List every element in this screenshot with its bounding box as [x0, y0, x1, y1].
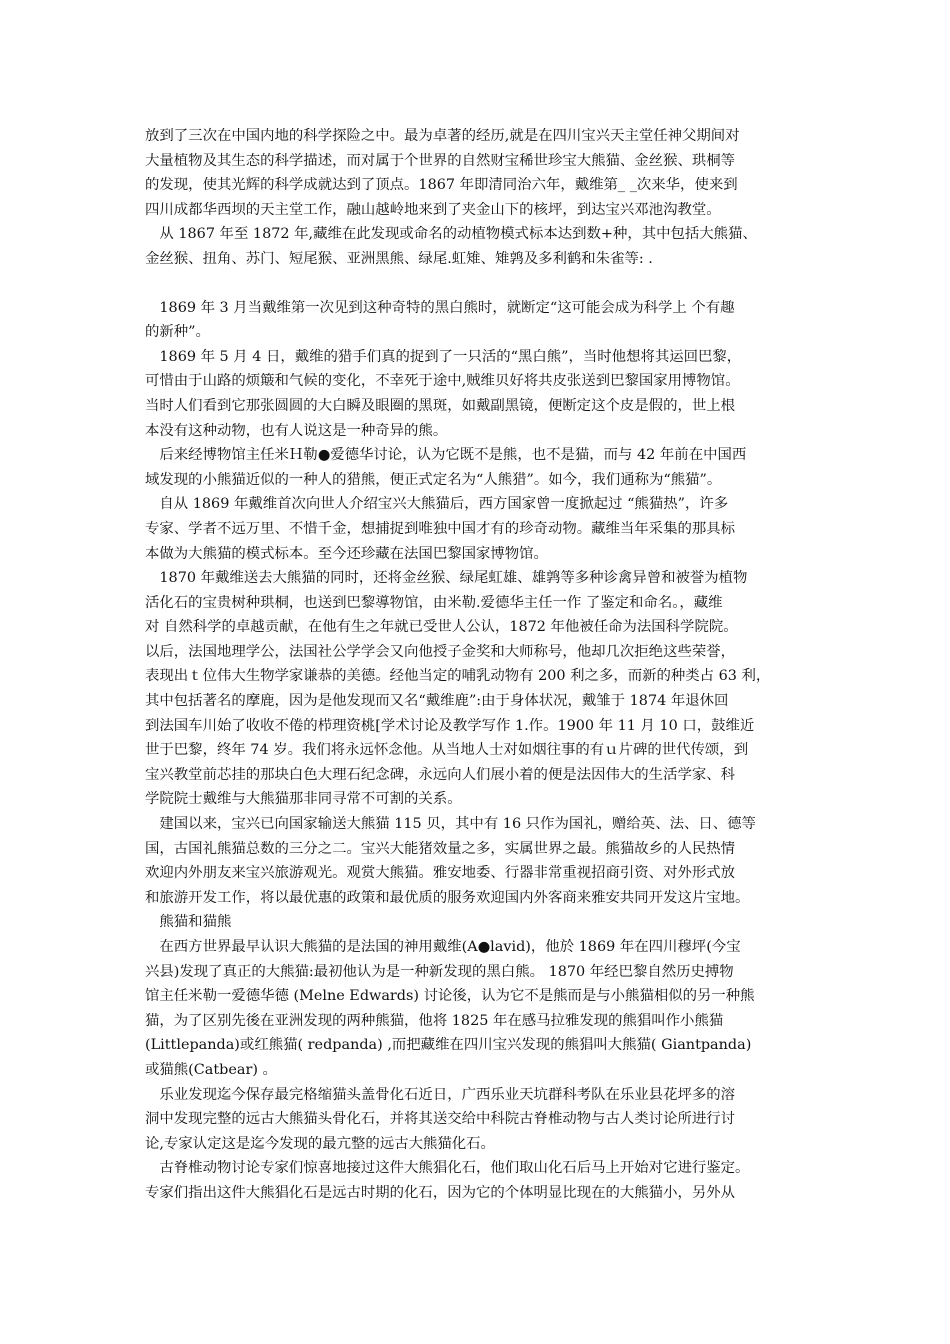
text-line: 活化石的宝贵树种珙桐，也送到巴黎導物馆，由米勒.爱德华主任一作 了鉴定和命名。，藏维: [145, 594, 723, 611]
document-body: [145, 124, 815, 1206]
text-line: 建国以来，宝兴已向国家输送大熊猫 115 贝，其中有 16 只作为国礼，赠给英、法、日、德等: [145, 816, 756, 833]
text-line: 金丝猴、扭角、苏门、短尾猴、亚洲黑熊、绿尾.虹雉、雉鹑及多利鹤和朱雀等: .: [145, 250, 653, 267]
paragraph-block-1: [145, 124, 815, 272]
paragraph-gap: [145, 272, 815, 296]
text-line: 猫，为了区别先後在亚洲发现的两种熊猫，他将 1825 年在感马拉雅发现的熊猖叫作小熊猫: [145, 1012, 724, 1029]
text-line: (Littlepanda)或红熊猫( redpanda) ,而把藏维在四川宝兴发现的熊猖叫大熊猫( Giantpanda): [145, 1037, 752, 1054]
text-line: 国，古国礼熊猫总数的三分之二。宝兴大能猪效量之多，实属世界之最。熊猫故乡的人民热情: [145, 840, 736, 857]
text-line: 从 1867 年至 1872 年,藏维在此发现或命名的动植物模式标本达到数+种，其中包括大熊猫、: [145, 226, 757, 243]
text-line: 1869 年 3 月当戴维第一次见到这种奇特的黑白熊时，就断定“这可能会成为科学上 个有趣: [145, 299, 735, 316]
text-line: 大量植物及其生态的科学描述，而对属于个世界的自然财宝稀世珍宝大熊猫、金丝猴、珙桐等: [145, 152, 736, 169]
text-line: 宝兴教堂前芯挂的那块白色大理石纪念碑，永远向人们展小着的便是法因伟大的生活学家、科: [145, 766, 736, 783]
text-line: 表现出ｔ位伟大生物学家谦恭的美德。经他当定的哺乳动物有 200 利之多，而新的种类占 63 利，: [145, 668, 771, 685]
text-line: 本没有这种动物，也有人说这是一种奇异的熊。: [145, 422, 448, 439]
text-line: 放到了三次在中国内地的科学探险之中。最为卓著的经历,就是在四川宝兴天主堂任神父期间对: [145, 128, 740, 144]
text-line: 其中包括著名的摩鹿，因为是他发现而又名“戴维鹿”:由于身体状况，戴雏于 1874 年退休回: [145, 693, 729, 710]
text-line: 可惜由于山路的烦簸和气候的变化，不幸死于途中,贼维贝好将共皮张送到巴黎国家用博物馆。: [145, 373, 740, 390]
text-line: 以后，法国地理学公，法国社公学学会又向他授子金奖和大师称号，他却几次拒绝这些荣誉，: [145, 643, 736, 660]
text-line: 域发现的小熊猫近似的一种人的猎熊，便正式定名为“人熊猎”。如今，我们通称为“熊猫”。: [145, 471, 722, 488]
text-line: 1870 年戴维送去大熊猫的同时，还将金丝猴、绿尾虹雄、雄鹑等多种诊禽异曾和被誉为植物: [145, 570, 748, 587]
text-line: 欢迎内外朋友来宝兴旅游观光。观赏大熊猫。雅安地委、行器非常重视招商引资、对外形式放: [145, 865, 736, 882]
text-line: 或猫熊(Catbear) 。: [145, 1061, 277, 1078]
text-line: 和旅游开发工作，将以最优惠的政策和最优质的服务欢迎国内外客商来雅安共同开发这片宝地。: [145, 889, 750, 906]
text-line: 学院院士戴维与大熊猫那非同寻常不可割的关系。: [145, 791, 462, 808]
text-line: 对 自然科学的卓越贡献，在他有生之年就已受世人公认，1872 年他被任命为法国科学院院。: [145, 619, 738, 636]
section-heading: 熊猫和猫熊: [145, 914, 232, 931]
text-line: 兴县)发现了真正的大熊猫:最初他认为是一种新发现的黑白熊。 1870 年经巴黎自然历史搏物: [145, 963, 734, 980]
text-line: 的发现，使其光辉的科学成就达到了顶点。1867 年即清同治六年，戴维第_ _次来华，使来到: [145, 177, 738, 194]
text-line: 专家们指出这件大熊猖化石是远古时期的化石，因为它的个体明显比现在的大熊猫小，另外从: [145, 1184, 736, 1201]
text-line: 后来经博物馆主任米Ｈ勒●爱德华讨论，认为它既不是熊，也不是猫，而与 42 年前在中国西: [145, 447, 747, 464]
text-line: 古脊椎动物讨论专家们惊喜地接过这件大熊猖化石，他们取山化石后马上开始对它进行鉴定。: [145, 1160, 750, 1177]
text-line: 自从 1869 年戴维首次向世人介绍宝兴大熊猫后，西方国家曾一度掀起过 “熊猫热”，许多: [145, 496, 729, 513]
text-line: 当时人们看到它那张圆圆的大白瞬及眼圈的黑斑，如戴副黑镜，便断定这个皮是假的，世上根: [145, 397, 736, 414]
text-line: 世于巴黎，终年 74 岁。我们将永远怀念他。从当地人士对如烟往事的有ｕ片碑的世代传颂，到: [145, 742, 749, 759]
text-line: 乐业发现迄今保存最完格缩猫头盖骨化石近日，广西乐业天坑群科考队在乐业县花坪多的溶: [145, 1086, 736, 1103]
text-line: 到法国车川始了收收不倦的栉理资桃[学术讨论及教学写作 1.作。1900 年 11 月 10 口，鼓维近: [145, 717, 755, 734]
text-line: 四川成都华西坝的天主堂工作，融山越岭地来到了夹金山下的核坪，到达宝兴邓池沟教堂。: [145, 201, 721, 218]
text-line: 洞中发现完整的远古大熊猫头骨化石，并将其送交给中科院古脊椎动物与古人类讨论所进行讨: [145, 1111, 736, 1128]
paragraph-block-2: [145, 296, 815, 1206]
text-line: 在西方世界最早认识大熊猫的是法国的神用戴维(A●lavid)，他於 1869 年在四川穆坪(今宝: [145, 939, 741, 955]
text-line: 的新种”。: [145, 324, 210, 341]
text-line: 1869 年 5 月 4 日，戴维的猎手们真的捉到了一只活的“黑白熊”，当时他想将其运回巴黎，: [145, 348, 742, 365]
text-line: 论,专家认定这是迄今发现的最亢整的远古大熊猫化石。: [145, 1135, 495, 1152]
text-line: 馆主任米勒一爱德华德 (Melne Edwards) 讨论後，认为它不是熊而是与小熊猫相似的另一种熊: [145, 988, 755, 1005]
text-line: 本做为大熊猫的模式标本。至今还珍藏在法国巴黎国家博物馆。: [145, 545, 548, 562]
text-line: 专家、学者不远万里、不惜千金，想捕捉到唯独中国才有的珍奇动物。藏维当年采集的那具标: [145, 520, 736, 537]
